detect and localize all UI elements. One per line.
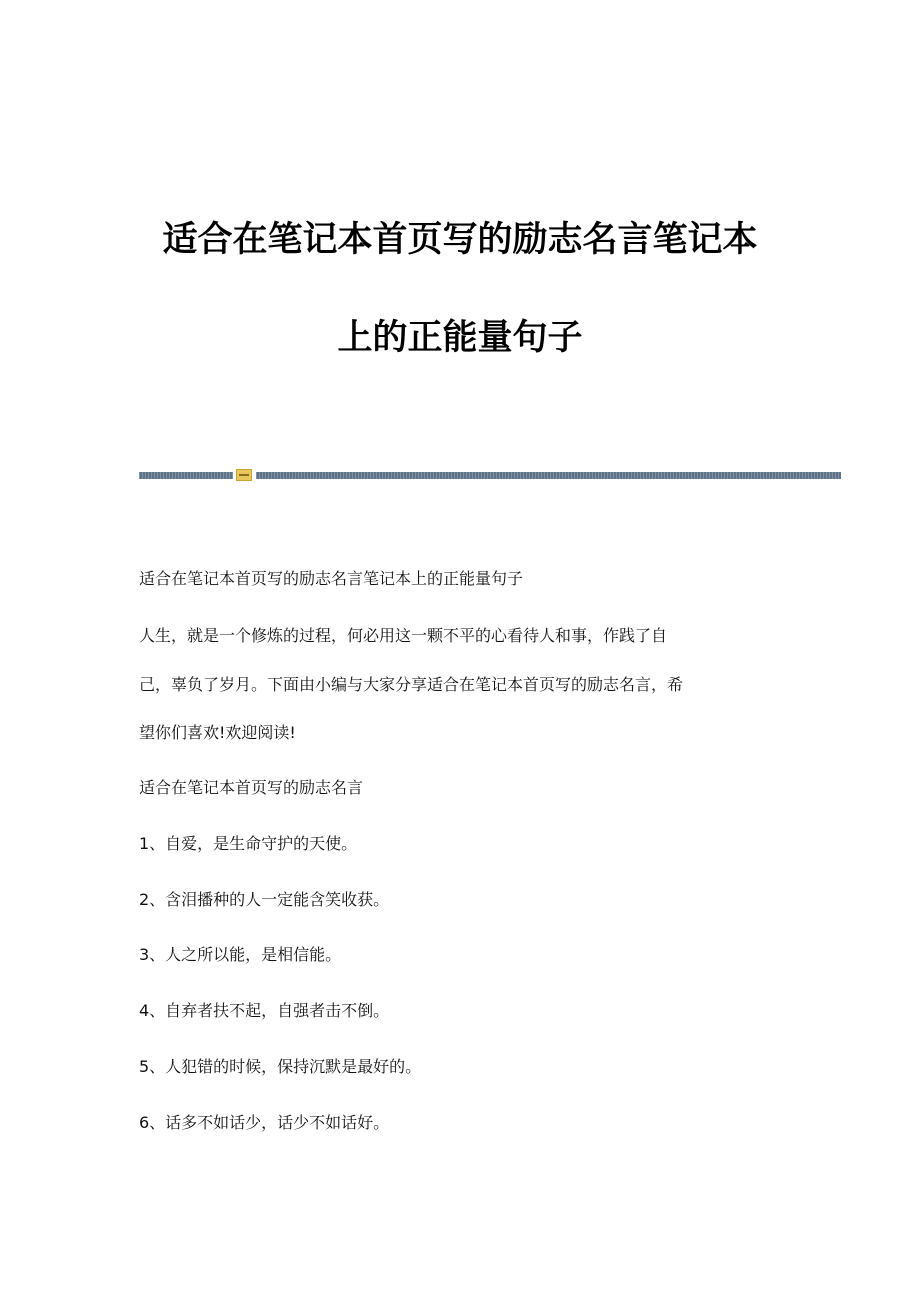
quote-item: 2、含泪播种的人一定能含笑收获。 [139, 890, 390, 909]
quote-item: 6、话多不如话少，话少不如话好。 [139, 1113, 390, 1132]
intro-paragraph-line: 人生，就是一个修炼的过程，何必用这一颗不平的心看待人和事，作践了自 [139, 626, 668, 645]
divider-ornament-icon [236, 469, 252, 481]
divider-bar-right [256, 472, 841, 479]
quote-item: 4、自弃者扶不起，自强者击不倒。 [139, 1001, 390, 1020]
document-title-line-2: 上的正能量句子 [337, 318, 583, 358]
document-title-line-1: 适合在笔记本首页写的励志名言笔记本 [162, 220, 758, 260]
intro-heading: 适合在笔记本首页写的励志名言笔记本上的正能量句子 [139, 569, 524, 588]
quote-item: 1、自爱，是生命守护的天使。 [139, 834, 358, 853]
intro-paragraph-line: 望你们喜欢!欢迎阅读! [139, 723, 296, 742]
title-divider [139, 468, 841, 482]
section-heading: 适合在笔记本首页写的励志名言 [139, 778, 364, 797]
quote-item: 3、人之所以能，是相信能。 [139, 945, 342, 964]
intro-paragraph-line: 己，辜负了岁月。下面由小编与大家分享适合在笔记本首页写的励志名言，希 [139, 675, 684, 694]
quote-item: 5、人犯错的时候，保持沉默是最好的。 [139, 1057, 422, 1076]
divider-bar-left [139, 472, 233, 479]
